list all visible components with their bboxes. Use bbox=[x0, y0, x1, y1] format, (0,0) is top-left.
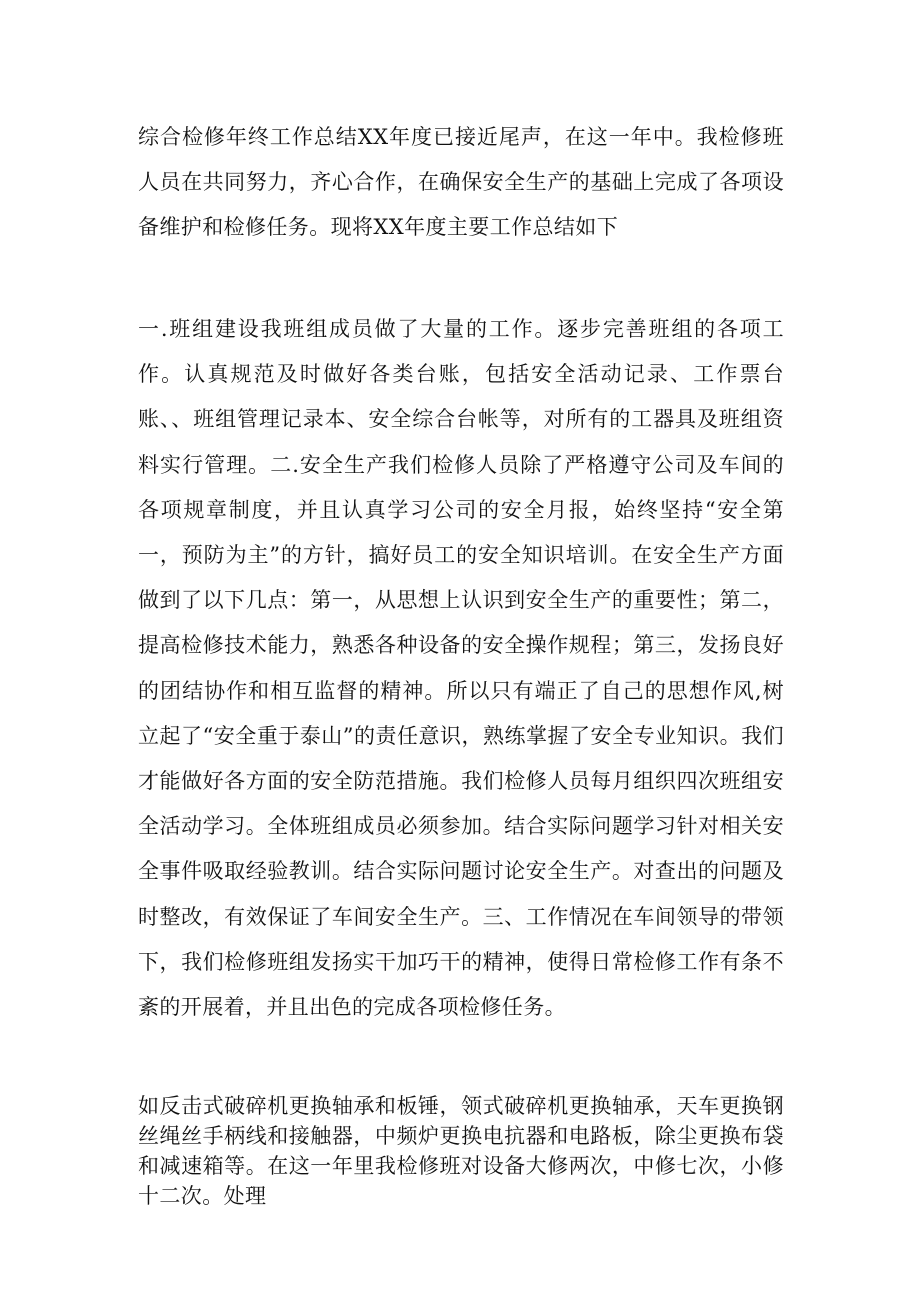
body-paragraph: 一.班组建设我班组成员做了大量的工作。逐步完善班组的各项工作。认真规范及时做好各类台账，包括安全活动记录、工作票台账、、班组管理记录本、安全综合台帐等，对所有的工器具及班组资料实行管理。二.安全生产我们检修人员除了严格遵守公司及车间的各项规章制度，并且认真学习公司的安全月报，始终坚持“安全第一，预防为主”的方针，搞好员工的安全知识培训。在安全生产方面做到了以下几点：第一，从思想上认识到安全生产的重要性；第二，提高检修技术能力，熟悉各种设备的安全操作规程；第三，发扬良好的团结协作和相互监督的精神。所以只有端正了自己的思想作风,树立起了“安全重于泰山”的责任意识，熟练掌握了安全专业知识。我们才能做好各方面的安全防范措施。我们检修人员每月组织四次班组安全活动学习。全体班组成员必须参加。结合实际问题学习针对相关安全事件吸取经验教训。结合实际问题讨论安全生产。对查出的问题及时整改，有效保证了车间安全生产。三、工作情况在车间领导的带领下，我们检修班组发扬实干加巧干的精神，使得日常检修工作有条不紊的开展着，并且出色的完成各项检修任务。 bbox=[138, 317, 784, 1020]
intro-paragraph: 综合检修年终工作总结XX年度已接近尾声，在这一年中。我检修班人员在共同努力，齐心合作，在确保安全生产的基础上完成了各项设备维护和检修任务。现将XX年度主要工作总结如下 bbox=[138, 125, 784, 239]
work-details-paragraph: 如反击式破碎机更换轴承和板锤，领式破碎机更换轴承，天车更换钢丝绳丝手柄线和接触器，中频炉更换电抗器和电路板，除尘更换布袋和减速箱等。在这一年里我检修班对设备大修两次，中修七次，小修十二次。处理 bbox=[138, 1094, 784, 1208]
